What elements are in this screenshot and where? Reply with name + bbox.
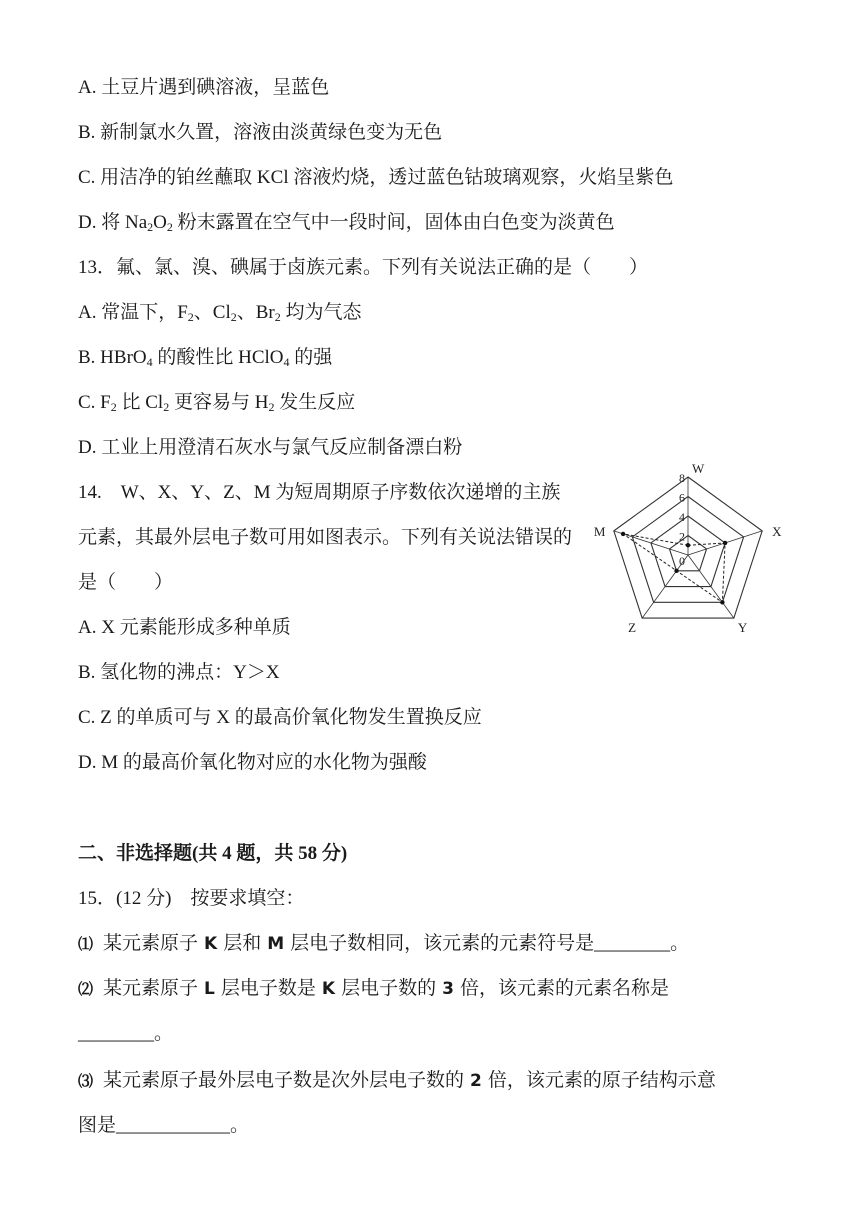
q13-option-c: C. $F_2$ 比 $Cl_2$ 更容易与 $H_2$ 发生反应	[78, 392, 356, 414]
radar-data-polygon	[623, 534, 725, 602]
radar-axis-label-W: W	[692, 461, 705, 476]
radar-point-X	[723, 541, 727, 545]
section-title: 二、非选择题(共 4 题，共 58 分)	[78, 843, 348, 864]
q14-stem-line1: 14. W、X、Y、Z、M 为短周期原子序数依次递增的主族	[78, 482, 561, 503]
part-number: ⑵	[78, 980, 94, 998]
q14-option-b: B. 氢化物的沸点：Y＞X	[78, 662, 280, 683]
radar-tick-label: 2	[679, 529, 685, 544]
radar-axis-label-Y: Y	[737, 620, 748, 636]
q15-stem: 15．(12 分) 按要求填空：	[78, 888, 305, 909]
q14-option-d: D. M 的最高价氧化物对应的水化物为强酸	[78, 752, 427, 773]
q14-stem-line2: 元素，其最外层电子数可用如图表示。下列有关说法错误的	[78, 527, 573, 548]
q13-option-d: D. 工业上用澄清石灰水与氯气反应制备漂白粉	[78, 437, 463, 458]
radar-tick-label: 6	[679, 490, 685, 505]
part-number: ⑴	[78, 935, 94, 953]
q12-option-b: B. 新制氯水久置，溶液由淡黄绿色变为无色	[78, 122, 443, 143]
q13-option-b: B. HBrO$_4$ 的酸性比 HClO$_4$ 的强	[78, 347, 333, 369]
radar-tick-label: 4	[679, 510, 685, 524]
q13-stem: 13．氟、氯、溴、碘属于卤族元素。下列有关说法正确的是（ ）	[78, 257, 649, 278]
radar-point-Y	[720, 600, 724, 604]
q15-part2-answer: ________。	[78, 1023, 174, 1044]
radar-tick-label: 8	[679, 471, 685, 485]
q12-option-a: A. 土豆片遇到碘溶液，呈蓝色	[78, 77, 330, 98]
q15-part2: ⑵ 某元素原子 L 层电子数是 K 层电子数的 3 倍，该元素的元素名称是	[78, 976, 669, 1002]
q15-part3: ⑶ 某元素原子最外层电子数是次外层电子数的 2 倍，该元素的原子结构示意	[78, 1068, 716, 1094]
q14-stem-line3: 是（ ）	[78, 572, 174, 593]
q12-option-d: D. 将 $Na_2O_2$ 粉末露置在空气中一段时间，固体由白色变为淡黄色	[78, 212, 615, 234]
q15-part1: ⑴ 某元素原子 K 层和 M 层电子数相同，该元素的元素符号是________。	[78, 931, 689, 957]
answer-blank[interactable]: ____________	[116, 1115, 231, 1136]
part-number: ⑶	[78, 1072, 94, 1090]
q12-option-c: C. 用洁净的铂丝蘸取 KCl 溶液灼烧，透过蓝色钴玻璃观察，火焰呈紫色	[78, 167, 674, 188]
q14-option-c: C. Z 的单质可与 X 的最高价氧化物发生置换反应	[78, 707, 482, 728]
q15-part3-answer: 图是____________。	[78, 1115, 250, 1136]
radar-point-M	[621, 532, 625, 536]
answer-blank[interactable]: ________	[594, 933, 671, 954]
radar-chart	[593, 461, 790, 636]
radar-axis-label-X: X	[772, 523, 782, 539]
radar-point-W	[686, 543, 690, 547]
radar-tick-label: 0	[679, 554, 685, 568]
radar-axis-label-M: M	[593, 523, 606, 539]
radar-axis-label-Z: Z	[628, 620, 637, 636]
q13-option-a: A. 常温下，$F_2$、$Cl_2$、$Br_2$ 均为气态	[78, 302, 362, 324]
q14-option-a: A. X 元素能形成多种单质	[78, 617, 291, 638]
radar-point-Z	[674, 569, 678, 573]
answer-blank[interactable]: ________	[78, 1023, 154, 1044]
